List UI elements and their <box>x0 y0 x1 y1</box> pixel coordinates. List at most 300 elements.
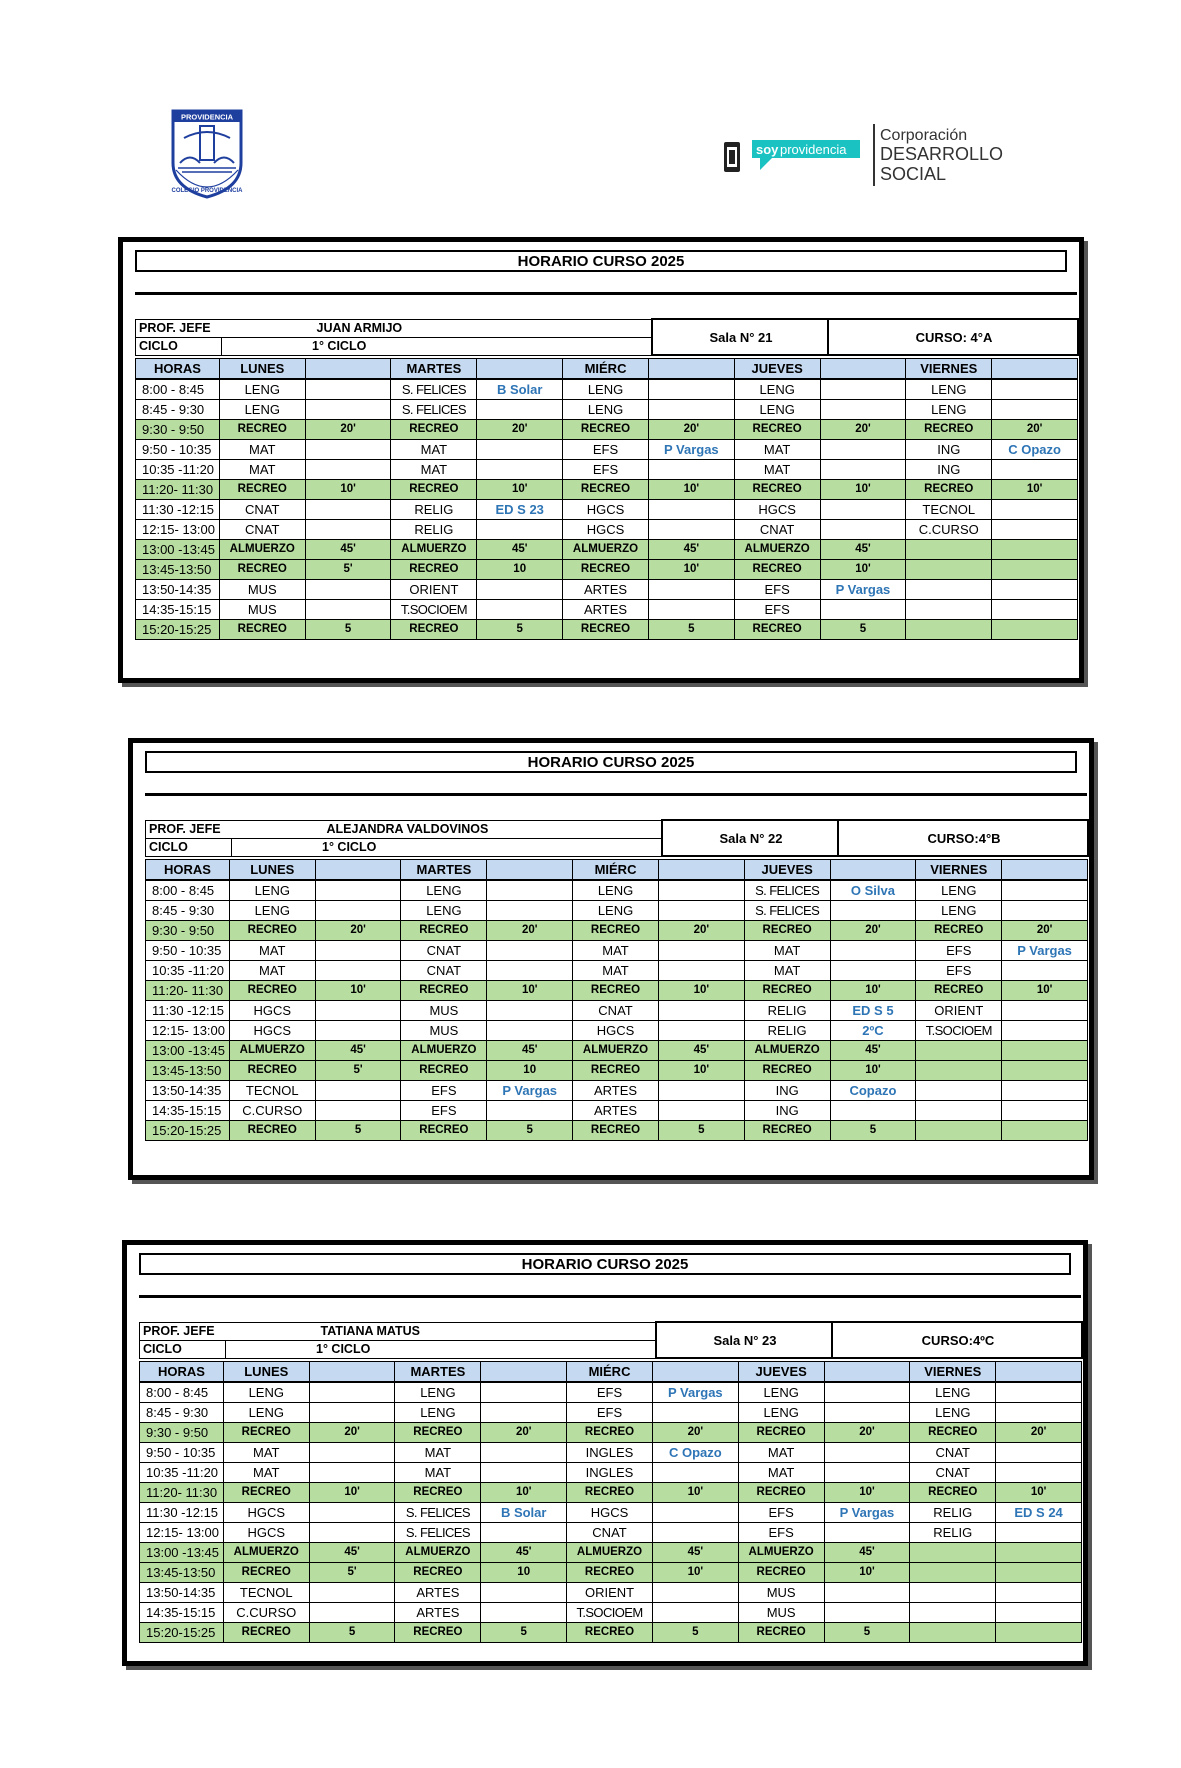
subject-cell: EFS <box>567 1382 653 1403</box>
teacher-note-cell <box>315 1081 401 1101</box>
break-row <box>140 1423 1082 1443</box>
break-row <box>136 420 1078 440</box>
teacher-note-cell <box>309 1503 395 1523</box>
subject-cell: LENG <box>738 1403 824 1423</box>
teacher-note-cell <box>996 1563 1082 1583</box>
time-slot: 13:45-13:50 <box>136 560 220 580</box>
teacher-note-cell <box>992 520 1078 540</box>
teacher-note-cell: 45' <box>487 1041 573 1061</box>
teacher-note-cell <box>1002 1101 1088 1121</box>
subject-cell: TECNOL <box>223 1583 309 1603</box>
subject-cell: RECREO <box>916 921 1002 941</box>
teacher-note-cell: P Vargas <box>648 440 734 460</box>
teacher-note-cell: 20' <box>824 1423 910 1443</box>
teacher-note-cell <box>315 961 401 981</box>
teacher-note-cell <box>315 941 401 961</box>
teacher-note-cell: 10' <box>658 1061 744 1081</box>
break-row <box>140 1623 1082 1643</box>
teacher-note-cell <box>305 500 391 520</box>
class-row <box>146 880 1088 901</box>
subject-cell: LENG <box>229 901 315 921</box>
brand-soy: soy <box>756 142 779 157</box>
ciclo-label: CICLO <box>136 337 222 355</box>
subject-cell: RECREO <box>738 1563 824 1583</box>
subject-cell: MAT <box>219 460 305 480</box>
teacher-note-cell <box>824 1583 910 1603</box>
teacher-note-cell <box>487 901 573 921</box>
subject-cell: T.SOCIOEM <box>567 1603 653 1623</box>
class-row <box>146 1101 1088 1121</box>
teacher-note-cell: 5 <box>487 1121 573 1141</box>
teacher-note-cell <box>315 1021 401 1041</box>
subject-cell: CNAT <box>567 1523 653 1543</box>
subject-cell: S. FELICES <box>391 379 477 400</box>
subject-cell: ALMUERZO <box>738 1543 824 1563</box>
subject-cell: RECREO <box>395 1483 481 1503</box>
subject-cell: EFS <box>401 1101 487 1121</box>
subject-cell: EFS <box>734 600 820 620</box>
teacher-note-cell: 45' <box>305 540 391 560</box>
subject-cell: HGCS <box>573 1021 659 1041</box>
subject-cell: ALMUERZO <box>395 1543 481 1563</box>
time-slot: 13:50-14:35 <box>140 1583 224 1603</box>
break-row <box>146 921 1088 941</box>
header-day: MARTES <box>401 860 487 881</box>
subject-cell: EFS <box>738 1503 824 1523</box>
break-row <box>136 540 1078 560</box>
subject-cell: RECREO <box>910 1423 996 1443</box>
teacher-note-cell <box>315 901 401 921</box>
subject-cell: HGCS <box>223 1523 309 1543</box>
subject-cell: ORIENT <box>567 1583 653 1603</box>
teacher-note-cell <box>658 901 744 921</box>
class-row <box>146 1021 1088 1041</box>
subject-cell: ARTES <box>395 1583 481 1603</box>
subject-cell <box>916 1081 1002 1101</box>
teacher-note-cell: P Vargas <box>824 1503 910 1523</box>
corporation-logos <box>722 122 1022 192</box>
teacher-note-cell <box>487 941 573 961</box>
teacher-note-cell: 10' <box>830 1061 916 1081</box>
header-row <box>146 860 1088 881</box>
teacher-note-cell: Copazo <box>830 1081 916 1101</box>
subject-cell: LENG <box>573 880 659 901</box>
teacher-note-cell: 5' <box>309 1563 395 1583</box>
class-row <box>146 1081 1088 1101</box>
teacher-note-cell <box>1002 1041 1088 1061</box>
teacher-note-cell <box>992 560 1078 580</box>
teacher-note-cell <box>992 620 1078 640</box>
subject-cell: RECREO <box>738 1483 824 1503</box>
subject-cell: RECREO <box>573 1061 659 1081</box>
header-day <box>315 860 401 881</box>
teacher-note-cell <box>830 1101 916 1121</box>
teacher-note-cell <box>481 1403 567 1423</box>
teacher-note-cell <box>487 1001 573 1021</box>
teacher-note-cell: 45' <box>481 1543 567 1563</box>
teacher-note-cell: 5 <box>309 1623 395 1643</box>
subject-cell: LENG <box>229 880 315 901</box>
time-slot: 14:35-15:15 <box>136 600 220 620</box>
subject-cell: MUS <box>401 1001 487 1021</box>
break-row <box>136 480 1078 500</box>
time-slot: 11:20- 11:30 <box>136 480 220 500</box>
subject-cell: RECREO <box>567 1563 653 1583</box>
ciclo-value: 1° CICLO <box>232 838 662 856</box>
ciclo-label: CICLO <box>146 838 232 856</box>
header-day <box>820 359 906 380</box>
subject-cell <box>916 1061 1002 1081</box>
time-slot: 8:45 - 9:30 <box>146 901 230 921</box>
teacher-note-cell <box>652 1523 738 1543</box>
teacher-note-cell: B Solar <box>477 379 563 400</box>
time-slot: 15:20-15:25 <box>140 1623 224 1643</box>
subject-cell: MUS <box>401 1021 487 1041</box>
class-row <box>136 580 1078 600</box>
subject-cell: EFS <box>916 961 1002 981</box>
subject-cell: RECREO <box>229 981 315 1001</box>
time-slot: 8:00 - 8:45 <box>136 379 220 400</box>
subject-cell: RECREO <box>563 480 649 500</box>
subject-cell: INGLES <box>567 1463 653 1483</box>
subject-cell: ALMUERZO <box>563 540 649 560</box>
subject-cell: T.SOCIOEM <box>916 1021 1002 1041</box>
class-row <box>140 1443 1082 1463</box>
teacher-note-cell <box>487 961 573 981</box>
time-slot: 13:00 -13:45 <box>146 1041 230 1061</box>
header-day <box>309 1362 395 1383</box>
teacher-note-cell <box>996 1403 1082 1423</box>
time-slot: 13:50-14:35 <box>136 580 220 600</box>
teacher-note-cell: 10' <box>477 480 563 500</box>
subject-cell: RECREO <box>573 1121 659 1141</box>
teacher-note-cell: C Opazo <box>652 1443 738 1463</box>
header-day: LUNES <box>219 359 305 380</box>
time-slot: 9:50 - 10:35 <box>146 941 230 961</box>
teacher-note-cell <box>830 901 916 921</box>
subject-cell: LENG <box>910 1382 996 1403</box>
teacher-note-cell: P Vargas <box>820 580 906 600</box>
header-day <box>830 860 916 881</box>
subject-cell: MAT <box>391 460 477 480</box>
teacher-note-cell: ED S 24 <box>996 1503 1082 1523</box>
teacher-note-cell <box>658 1021 744 1041</box>
time-slot: 8:00 - 8:45 <box>140 1382 224 1403</box>
subject-cell <box>906 600 992 620</box>
subject-cell: HGCS <box>734 500 820 520</box>
subject-cell <box>906 540 992 560</box>
teacher-note-cell: 20' <box>996 1423 1082 1443</box>
time-slot: 9:50 - 10:35 <box>140 1443 224 1463</box>
time-slot: 14:35-15:15 <box>140 1603 224 1623</box>
time-slot: 12:15- 13:00 <box>140 1523 224 1543</box>
subject-cell: LENG <box>219 379 305 400</box>
prof-name: TATIANA MATUS <box>226 1322 656 1340</box>
subject-cell: ARTES <box>563 580 649 600</box>
teacher-note-cell <box>992 540 1078 560</box>
ciclo-value: 1° CICLO <box>226 1340 656 1358</box>
time-slot: 13:00 -13:45 <box>136 540 220 560</box>
subject-cell <box>910 1583 996 1603</box>
subject-cell: RECREO <box>229 1121 315 1141</box>
subject-cell: C.CURSO <box>223 1603 309 1623</box>
class-row <box>140 1463 1082 1483</box>
teacher-note-cell <box>487 880 573 901</box>
subject-cell: ING <box>906 460 992 480</box>
teacher-note-cell <box>996 1603 1082 1623</box>
teacher-note-cell: 45' <box>820 540 906 560</box>
header-day <box>477 359 563 380</box>
course-name: CURSO:4°B <box>838 820 1088 856</box>
subject-cell: RECREO <box>219 560 305 580</box>
subject-cell: MAT <box>744 961 830 981</box>
teacher-note-cell: 5 <box>824 1623 910 1643</box>
subject-cell: LENG <box>563 400 649 420</box>
time-slot: 15:20-15:25 <box>146 1121 230 1141</box>
teacher-note-cell <box>652 1463 738 1483</box>
teacher-note-cell <box>824 1382 910 1403</box>
subject-cell: RECREO <box>401 1121 487 1141</box>
class-row <box>140 1583 1082 1603</box>
ciclo-label: CICLO <box>140 1340 226 1358</box>
teacher-note-cell <box>824 1603 910 1623</box>
teacher-note-cell: P Vargas <box>1002 941 1088 961</box>
teacher-note-cell: 20' <box>309 1423 395 1443</box>
time-slot: 8:45 - 9:30 <box>140 1403 224 1423</box>
subject-cell: MAT <box>738 1463 824 1483</box>
teacher-note-cell: 10' <box>830 981 916 1001</box>
subject-cell: S. FELICES <box>395 1503 481 1523</box>
subject-cell: RECREO <box>734 620 820 640</box>
schedule-block <box>128 738 1094 1180</box>
header-day: LUNES <box>229 860 315 881</box>
subject-cell: CNAT <box>573 1001 659 1021</box>
teacher-note-cell <box>648 580 734 600</box>
teacher-note-cell: 20' <box>820 420 906 440</box>
time-slot: 11:30 -12:15 <box>146 1001 230 1021</box>
subject-cell: RECREO <box>223 1483 309 1503</box>
class-row <box>136 500 1078 520</box>
teacher-note-cell <box>1002 1021 1088 1041</box>
crest-bottom-text: COLEGIO PROVIDENCIA <box>171 188 243 194</box>
teacher-note-cell <box>487 1101 573 1121</box>
teacher-note-cell: 5' <box>305 560 391 580</box>
class-row <box>146 941 1088 961</box>
subject-cell: RECREO <box>391 480 477 500</box>
subject-cell: MAT <box>734 440 820 460</box>
subject-cell: LENG <box>573 901 659 921</box>
teacher-note-cell: 20' <box>830 921 916 941</box>
subject-cell: MAT <box>395 1463 481 1483</box>
teacher-note-cell: 10 <box>487 1061 573 1081</box>
subject-cell: S. FELICES <box>391 400 477 420</box>
teacher-note-cell: 20' <box>477 420 563 440</box>
teacher-note-cell <box>1002 901 1088 921</box>
teacher-note-cell: 5' <box>315 1061 401 1081</box>
teacher-note-cell <box>315 1101 401 1121</box>
teacher-note-cell <box>658 941 744 961</box>
subject-cell: MUS <box>219 580 305 600</box>
time-slot: 9:30 - 9:50 <box>140 1423 224 1443</box>
teacher-note-cell: 45' <box>658 1041 744 1061</box>
teacher-note-cell: 10' <box>481 1483 567 1503</box>
teacher-note-cell <box>315 1001 401 1021</box>
teacher-note-cell <box>824 1443 910 1463</box>
class-row <box>146 901 1088 921</box>
break-row <box>146 1041 1088 1061</box>
subject-cell: EFS <box>563 460 649 480</box>
teacher-note-cell <box>481 1523 567 1543</box>
schedule-title: HORARIO CURSO 2025 <box>139 1253 1071 1275</box>
divider-line <box>145 793 1087 796</box>
teacher-note-cell: 20' <box>481 1423 567 1443</box>
schedule-title: HORARIO CURSO 2025 <box>145 751 1077 773</box>
header-day <box>658 860 744 881</box>
teacher-note-cell <box>820 379 906 400</box>
teacher-note-cell <box>305 600 391 620</box>
subject-cell: HGCS <box>229 1021 315 1041</box>
subject-cell: RECREO <box>567 1623 653 1643</box>
class-row <box>140 1523 1082 1543</box>
class-row <box>136 520 1078 540</box>
teacher-note-cell: 20' <box>1002 921 1088 941</box>
subject-cell: MUS <box>219 600 305 620</box>
time-slot: 9:30 - 9:50 <box>136 420 220 440</box>
schedule-grid <box>145 859 1088 1141</box>
subject-cell: TECNOL <box>229 1081 315 1101</box>
schedule-grid <box>135 358 1078 640</box>
teacher-note-cell <box>477 600 563 620</box>
subject-cell: LENG <box>223 1382 309 1403</box>
time-slot: 10:35 -11:20 <box>140 1463 224 1483</box>
subject-cell: RECREO <box>744 1121 830 1141</box>
class-row <box>140 1603 1082 1623</box>
school-crest-logo <box>170 108 244 200</box>
subject-cell: LENG <box>219 400 305 420</box>
teacher-note-cell: 20' <box>652 1423 738 1443</box>
prof-label: PROF. JEFE <box>140 1322 226 1340</box>
subject-cell: MAT <box>395 1443 481 1463</box>
subject-cell <box>906 580 992 600</box>
class-row <box>136 600 1078 620</box>
subject-cell: RELIG <box>391 520 477 540</box>
subject-cell: MAT <box>573 941 659 961</box>
teacher-note-cell <box>481 1603 567 1623</box>
subject-cell: ORIENT <box>391 580 477 600</box>
teacher-note-cell <box>820 500 906 520</box>
subject-cell: RELIG <box>910 1523 996 1543</box>
subject-cell: RECREO <box>223 1623 309 1643</box>
divider-line <box>135 292 1077 295</box>
prof-label: PROF. JEFE <box>146 820 232 838</box>
teacher-note-cell <box>305 460 391 480</box>
break-row <box>140 1483 1082 1503</box>
teacher-note-cell <box>824 1403 910 1423</box>
teacher-note-cell <box>996 1463 1082 1483</box>
teacher-note-cell: 45' <box>824 1543 910 1563</box>
teacher-note-cell: 5 <box>658 1121 744 1141</box>
teacher-note-cell <box>1002 1001 1088 1021</box>
subject-cell: LENG <box>906 379 992 400</box>
teacher-note-cell: 2ºC <box>830 1021 916 1041</box>
class-row <box>140 1382 1082 1403</box>
time-slot: 10:35 -11:20 <box>146 961 230 981</box>
subject-cell <box>910 1563 996 1583</box>
header-row <box>140 1362 1082 1383</box>
crest-top-text: PROVIDENCIA <box>180 112 234 122</box>
room-number: Sala N° 22 <box>662 820 838 856</box>
break-row <box>146 981 1088 1001</box>
corp-line-3: SOCIAL <box>880 164 947 184</box>
teacher-note-cell <box>305 400 391 420</box>
subject-cell: LENG <box>401 901 487 921</box>
teacher-note-cell <box>648 500 734 520</box>
course-name: CURSO:4ºC <box>832 1322 1082 1358</box>
subject-cell: RELIG <box>744 1021 830 1041</box>
subject-cell <box>916 1041 1002 1061</box>
teacher-note-cell <box>658 1001 744 1021</box>
break-row <box>146 1121 1088 1141</box>
subject-cell: ING <box>906 440 992 460</box>
subject-cell: RECREO <box>391 620 477 640</box>
subject-cell: LENG <box>910 1403 996 1423</box>
teacher-note-cell: O Silva <box>830 880 916 901</box>
subject-cell: LENG <box>738 1382 824 1403</box>
teacher-note-cell <box>309 1403 395 1423</box>
subject-cell: RECREO <box>734 420 820 440</box>
time-slot: 13:50-14:35 <box>146 1081 230 1101</box>
teacher-note-cell <box>1002 1081 1088 1101</box>
teacher-note-cell: 45' <box>477 540 563 560</box>
schedule-grid <box>139 1361 1082 1643</box>
teacher-note-cell <box>992 379 1078 400</box>
header-day <box>487 860 573 881</box>
subject-cell: ALMUERZO <box>229 1041 315 1061</box>
subject-cell: S. FELICES <box>744 880 830 901</box>
time-slot: 12:15- 13:00 <box>136 520 220 540</box>
teacher-note-cell: ED S 5 <box>830 1001 916 1021</box>
subject-cell: MAT <box>744 941 830 961</box>
teacher-note-cell <box>305 440 391 460</box>
class-row <box>136 460 1078 480</box>
teacher-note-cell <box>992 460 1078 480</box>
teacher-note-cell: 10' <box>996 1483 1082 1503</box>
subject-cell: RECREO <box>401 1061 487 1081</box>
subject-cell: ORIENT <box>916 1001 1002 1021</box>
header-day: MIÉRC <box>567 1362 653 1383</box>
subject-cell: RECREO <box>734 560 820 580</box>
subject-cell: MAT <box>219 440 305 460</box>
subject-cell: ALMUERZO <box>401 1041 487 1061</box>
subject-cell <box>910 1603 996 1623</box>
subject-cell: LENG <box>906 400 992 420</box>
subject-cell: RECREO <box>573 921 659 941</box>
subject-cell: HGCS <box>563 500 649 520</box>
teacher-note-cell: 20' <box>648 420 734 440</box>
subject-cell: RECREO <box>906 480 992 500</box>
class-row <box>146 961 1088 981</box>
teacher-note-cell <box>996 1443 1082 1463</box>
teacher-note-cell: 5 <box>830 1121 916 1141</box>
subject-cell: CNAT <box>219 500 305 520</box>
teacher-note-cell <box>824 1523 910 1543</box>
class-row <box>140 1503 1082 1523</box>
subject-cell: RECREO <box>395 1423 481 1443</box>
subject-cell: RECREO <box>391 560 477 580</box>
subject-cell: ALMUERZO <box>567 1543 653 1563</box>
header-day: VIERNES <box>916 860 1002 881</box>
teacher-note-cell <box>305 580 391 600</box>
